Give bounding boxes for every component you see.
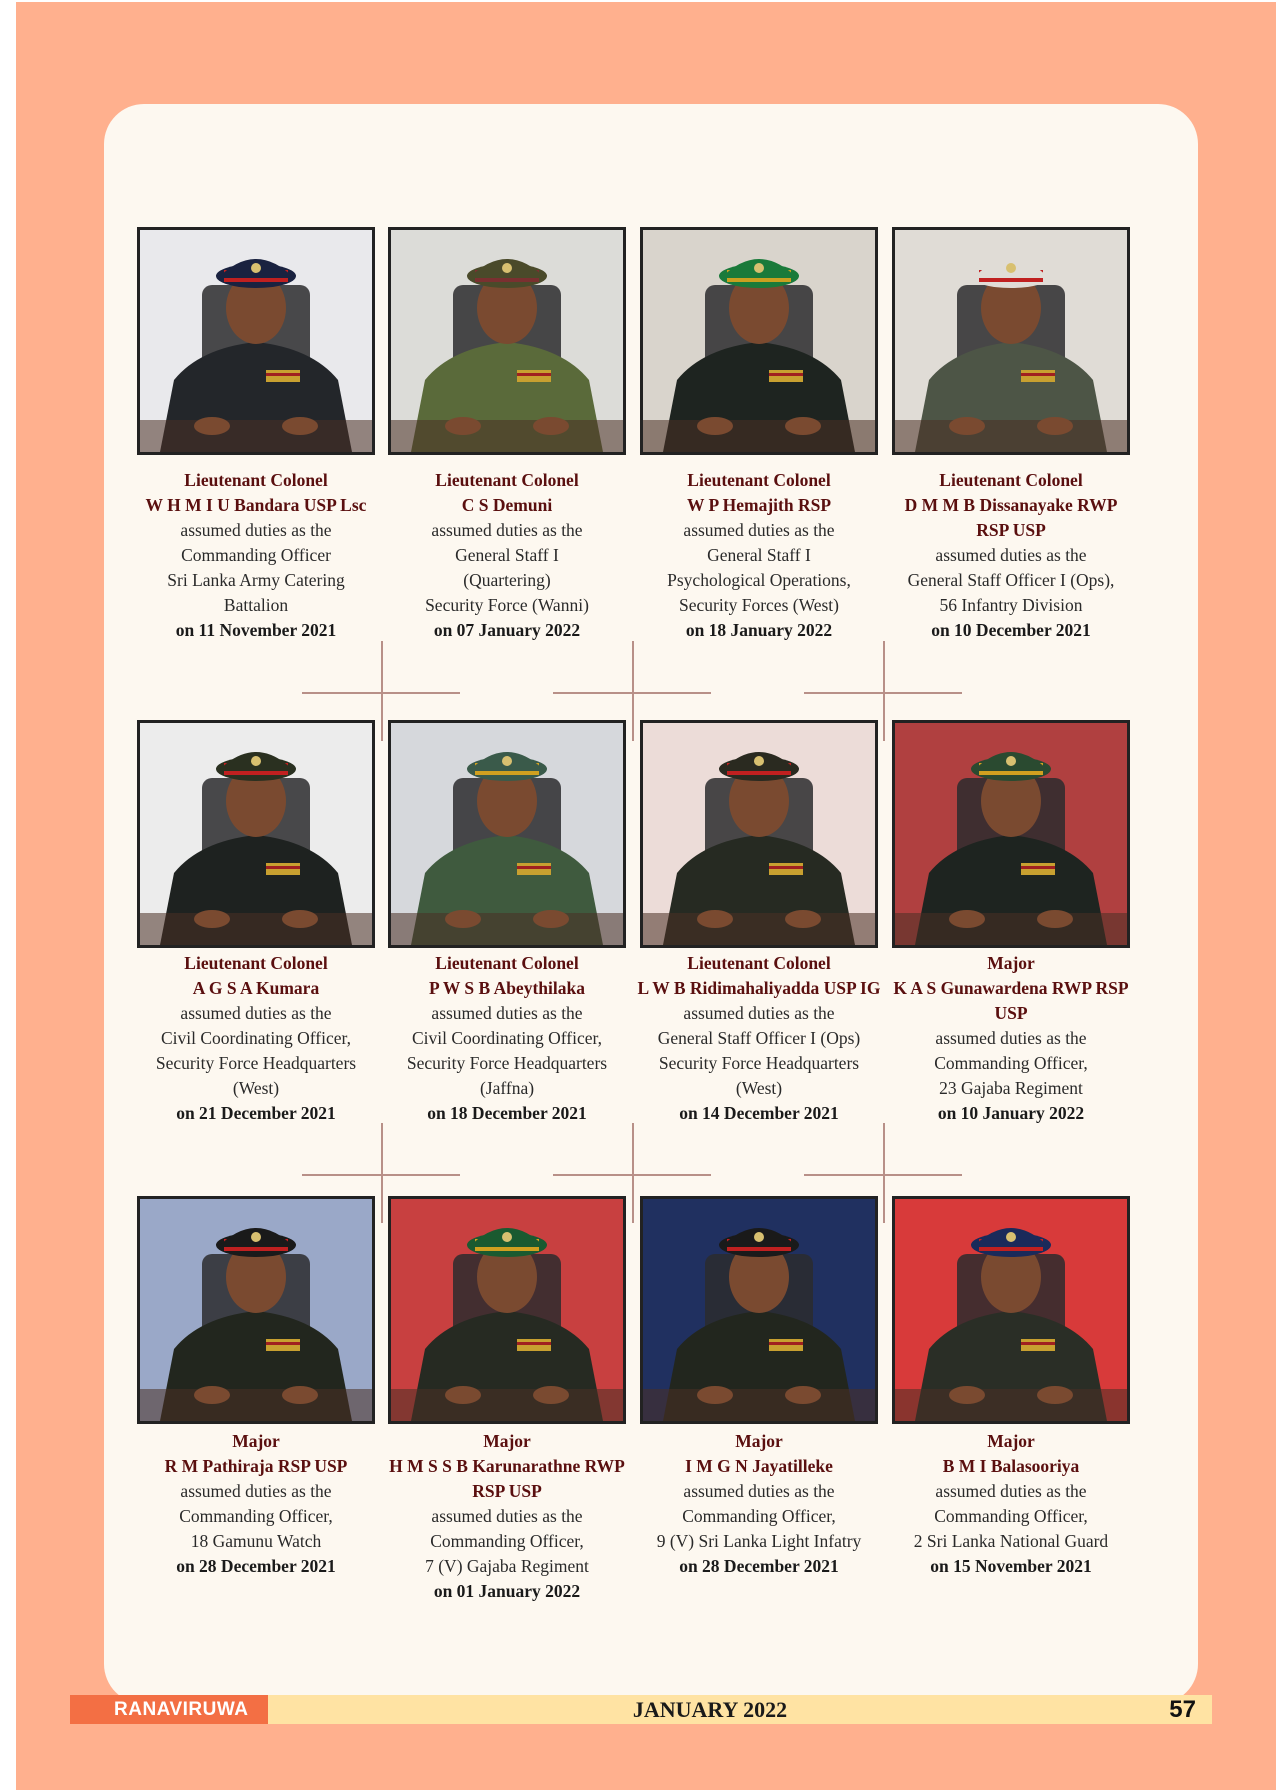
officer-photo-art (391, 1199, 623, 1421)
officer-name: I M G N Jayatilleke (685, 1456, 833, 1476)
officer-caption (117, 468, 395, 643)
officer-duty-line: (Quartering) (463, 570, 551, 590)
issue-date: JANUARY 2022 (632, 1697, 788, 1722)
officer-rank: Lieutenant Colonel (687, 953, 831, 973)
officer-duty-line: assumed duties as the (180, 1481, 332, 1501)
officer-date: on 07 January 2022 (433, 620, 581, 640)
officer-photo (388, 227, 626, 455)
officer-duty-line: Battalion (223, 595, 289, 615)
officer-rank: Lieutenant Colonel (687, 470, 831, 490)
divider-line (381, 641, 383, 741)
officer-duty-line: General Staff I (455, 545, 559, 565)
officer-photo-art (643, 1199, 875, 1421)
officer-photo (137, 227, 375, 455)
officer-photo (388, 720, 626, 948)
officer-caption (368, 951, 646, 1126)
officer-duty-line: 2 Sri Lanka National Guard (913, 1531, 1109, 1551)
officer-duty-line: Sri Lanka Army Catering (167, 570, 345, 590)
officer-duty-line: Commanding Officer (181, 545, 331, 565)
officer-duty-line: 7 (V) Gajaba Regiment (425, 1556, 589, 1576)
officer-name: H M S S B Karunarathne RWP (389, 1456, 625, 1476)
officer-date: on 18 January 2022 (685, 620, 833, 640)
officer-name: RSP USP (976, 520, 1046, 540)
officer-name: P W S B Abeythilaka (429, 978, 585, 998)
officer-duty-line: Security Force Headquarters (155, 1053, 357, 1073)
officer-name: USP (994, 1003, 1028, 1023)
officer-duty-line: Security Force Headquarters (406, 1053, 608, 1073)
officer-date: on 28 December 2021 (679, 1556, 839, 1576)
officer-duty-line: Security Force Headquarters (658, 1053, 860, 1073)
officer-duty-line: assumed duties as the (180, 520, 332, 540)
officer-duty-line: assumed duties as the (431, 520, 583, 540)
officer-photo (640, 227, 878, 455)
officer-name: K A S Gunawardena RWP RSP (893, 978, 1129, 998)
officer-duty-line: Commanding Officer, (934, 1053, 1088, 1073)
page-footer (70, 1695, 1212, 1724)
officer-photo-art (140, 1199, 372, 1421)
officer-photo (892, 720, 1130, 948)
officer-duty-line: assumed duties as the (935, 545, 1087, 565)
officer-date: on 01 January 2022 (433, 1581, 581, 1601)
officer-duty-line: assumed duties as the (683, 520, 835, 540)
officer-photo-art (895, 1199, 1127, 1421)
officer-duty-line: assumed duties as the (683, 1003, 835, 1023)
officer-duty-line: General Staff I (707, 545, 811, 565)
officer-date: on 14 December 2021 (679, 1103, 839, 1123)
officer-rank: Major (987, 953, 1035, 973)
page-number: 57 (1169, 1696, 1196, 1723)
officer-name: RSP USP (472, 1481, 542, 1501)
divider-line (381, 1123, 383, 1223)
officer-duty-line: Commanding Officer, (179, 1506, 333, 1526)
officer-caption (872, 468, 1150, 643)
officer-duty-line: Commanding Officer, (430, 1531, 584, 1551)
officer-duty-line: General Staff Officer I (Ops) (657, 1028, 861, 1048)
top-border (0, 0, 1276, 2)
officer-duty-line: Civil Coordinating Officer, (412, 1028, 602, 1048)
officer-name: W H M I U Bandara USP Lsc (145, 495, 367, 515)
officer-rank: Lieutenant Colonel (435, 470, 579, 490)
officer-rank: Lieutenant Colonel (435, 953, 579, 973)
officer-caption (872, 1429, 1150, 1579)
officer-date: on 15 November 2021 (930, 1556, 1092, 1576)
officer-name: C S Demuni (461, 495, 553, 515)
officer-duty-line: assumed duties as the (935, 1028, 1087, 1048)
officer-rank: Major (232, 1431, 280, 1451)
officer-date: on 18 December 2021 (427, 1103, 587, 1123)
officer-photo-art (895, 723, 1127, 945)
divider-line (632, 1123, 634, 1223)
officer-caption (620, 1429, 898, 1579)
officer-photo (640, 720, 878, 948)
officer-duty-line: 9 (V) Sri Lanka Light Infatry (656, 1531, 862, 1551)
officer-rank: Major (483, 1431, 531, 1451)
officer-duty-line: assumed duties as the (683, 1481, 835, 1501)
officer-date: on 10 December 2021 (931, 620, 1091, 640)
officer-photo-art (895, 230, 1127, 452)
officer-rank: Major (735, 1431, 783, 1451)
officer-name: W P Hemajith RSP (686, 495, 832, 515)
officer-caption (368, 1429, 646, 1604)
magazine-brand: RANAVIRUWA (70, 1695, 268, 1724)
officer-duty-line: 23 Gajaba Regiment (939, 1078, 1083, 1098)
officer-duty-line: (West) (232, 1078, 280, 1098)
officer-duty-line: 18 Gamunu Watch (190, 1531, 322, 1551)
officer-rank: Lieutenant Colonel (939, 470, 1083, 490)
officer-photo (137, 720, 375, 948)
officer-rank: Lieutenant Colonel (184, 470, 328, 490)
left-border (0, 0, 16, 1790)
officer-duty-line: 56 Infantry Division (939, 595, 1083, 615)
officer-caption (117, 951, 395, 1126)
officer-duty-line: Civil Coordinating Officer, (161, 1028, 351, 1048)
officer-caption (117, 1429, 395, 1579)
officer-name: D M M B Dissanayake RWP (904, 495, 1118, 515)
officer-photo-art (643, 230, 875, 452)
officer-duty-line: Commanding Officer, (934, 1506, 1088, 1526)
officer-photo (388, 1196, 626, 1424)
officer-duty-line: assumed duties as the (180, 1003, 332, 1023)
officer-duty-line: Commanding Officer, (682, 1506, 836, 1526)
officer-caption (620, 951, 898, 1126)
officer-caption (872, 951, 1150, 1126)
officer-duty-line: Psychological Operations, (667, 570, 851, 590)
officer-photo (892, 227, 1130, 455)
officer-duty-line: (Jaffna) (479, 1078, 535, 1098)
officer-duty-line: Security Forces (West) (679, 595, 839, 615)
officer-photo (892, 1196, 1130, 1424)
officer-rank: Major (987, 1431, 1035, 1451)
officer-date: on 21 December 2021 (176, 1103, 336, 1123)
officer-caption (620, 468, 898, 643)
officer-duty-line: General Staff Officer I (Ops), (907, 570, 1115, 590)
officer-photo-art (391, 230, 623, 452)
officer-rank: Lieutenant Colonel (184, 953, 328, 973)
divider-line (632, 641, 634, 741)
officer-date: on 10 January 2022 (937, 1103, 1085, 1123)
officer-photo-art (643, 723, 875, 945)
officer-photo-art (140, 723, 372, 945)
officer-name: B M I Balasooriya (942, 1456, 1080, 1476)
officer-name: A G S A Kumara (192, 978, 320, 998)
officer-name: R M Pathiraja RSP USP (164, 1456, 348, 1476)
officer-duty-line: assumed duties as the (431, 1506, 583, 1526)
officer-duty-line: Security Force (Wanni) (425, 595, 589, 615)
divider-line (883, 1123, 885, 1223)
officer-caption (368, 468, 646, 643)
officer-photo (640, 1196, 878, 1424)
officer-photo-art (391, 723, 623, 945)
officer-duty-line: (West) (735, 1078, 783, 1098)
divider-line (883, 641, 885, 741)
officer-duty-line: assumed duties as the (431, 1003, 583, 1023)
officer-date: on 28 December 2021 (176, 1556, 336, 1576)
officer-duty-line: assumed duties as the (935, 1481, 1087, 1501)
officer-photo (137, 1196, 375, 1424)
officer-date: on 11 November 2021 (175, 620, 337, 640)
officer-name: L W B Ridimahaliyadda USP IG (637, 978, 881, 998)
officer-photo-art (140, 230, 372, 452)
